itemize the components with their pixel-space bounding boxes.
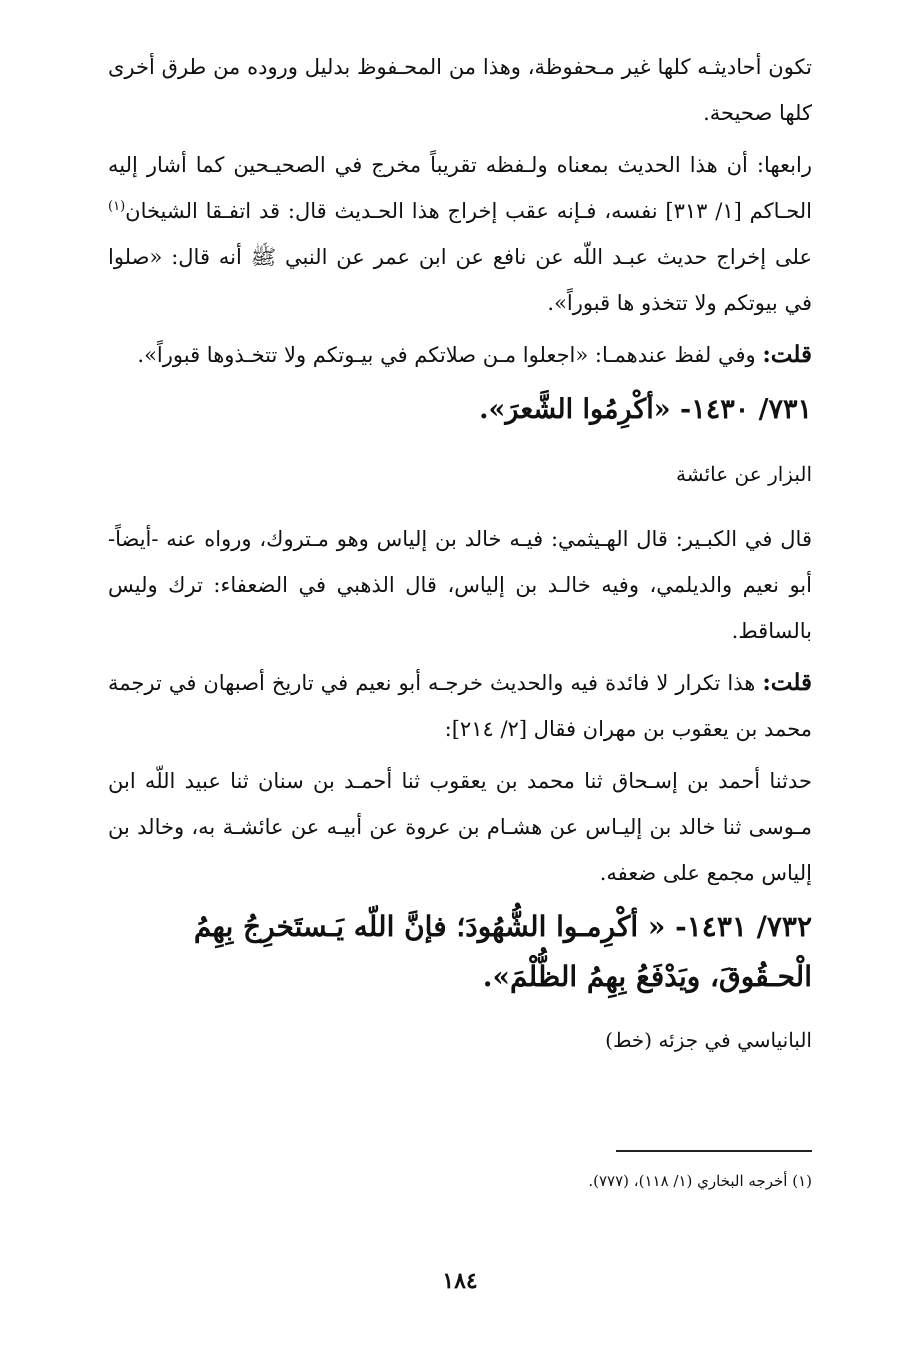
paragraph-4-text: قال في الكبـير: قال الهـيثمي: فيـه خالد بن إلياس وهو مـتروك، ورواه عنه -أيضاً- أبو نعيم والديلمي، وفيه خالـد بن إلياس، قال الذهبي في الضعفاء: ترك وليس بالساقط. (108, 527, 812, 643)
page-number: ١٨٤ (442, 1268, 478, 1294)
paragraph-6-text: حدثنا أحمد بن إسـحاق ثنا محمد بن يعقوب ثنا أحمـد بن سنان ثنا عبيد اللّه ابن مـوسى ثنا خالد بن إليـاس عن هشـام بن عروة عن أبيـه عن عائشـة به، وخالد بن إلياس مجمع على ضعفه. (108, 769, 812, 885)
paragraph-1-text: تكون أحاديثـه كلها غير مـحفوظة، وهذا من المحـفوظ بدليل وروده من طرق أخرى كلها صحيحة. (108, 55, 812, 125)
footnote-marker[interactable]: (١) (108, 199, 126, 214)
paragraph-6 (108, 758, 812, 896)
paragraph-5 (108, 660, 812, 752)
paragraph-2 (108, 142, 812, 326)
footnote-divider (616, 1150, 812, 1152)
footnote-text: (١) أخرجه البخاري (١/ ١١٨)، (٧٧٧). (588, 1172, 812, 1190)
paragraph-3-text: وفي لفظ عندهمـا: «اجعلوا مـن صلاتكم في بيـوتكم ولا تتخـذوها قبوراً». (137, 343, 763, 367)
paragraph-3 (108, 332, 812, 378)
paragraph-5-text: هذا تكرار لا فائدة فيه والحديث خرجـه أبو نعيم في تاريخ أصبهان في ترجمة محمد بن يعقوب بن مهران فقال [٢/ ٢١٤]: (108, 671, 812, 741)
paragraph-2-text-b: على إخراج حديث عبـد اللّه عن نافع عن ابن عمر عن النبي ﷺ أنه قال: «صلوا في بيوتكم ولا تتخذو ها قبوراً». (108, 245, 812, 315)
paragraph-1 (108, 44, 812, 136)
paragraph-4 (108, 516, 812, 654)
qult-label: قلت: (762, 341, 812, 368)
hadith-source-731: البزار عن عائشة (676, 462, 812, 486)
hadith-heading-731: ٧٣١/ ١٤٣٠- «أكْرِمُوا الشَّعرَ». (479, 394, 812, 425)
page-body (108, 44, 812, 1082)
hadith-heading-732: ٧٣٢/ ١٤٣١- « أكْرِمـوا الشُّهُودَ؛ فإنَّ اللّه يَـستَخرِجُ بِهِمُ الْحـقُوقَ، ويَدْفَعُ بِهِمُ الظُّلْمَ». (193, 910, 812, 993)
paragraph-2-text-a: رابعها: أن هذا الحديث بمعناه ولـفظه تقريباً مخرج في الصحيـحين كما أشار إليه الحـاكم [١/ ٣١٣] نفسه، فـإنه عقب إخراج هذا الحـديث قال: قد اتفـقا الشيخان (108, 153, 812, 223)
qult-label-2: قلت: (762, 669, 812, 696)
hadith-source-732: البانياسي في جزئه (خط) (605, 1028, 812, 1052)
